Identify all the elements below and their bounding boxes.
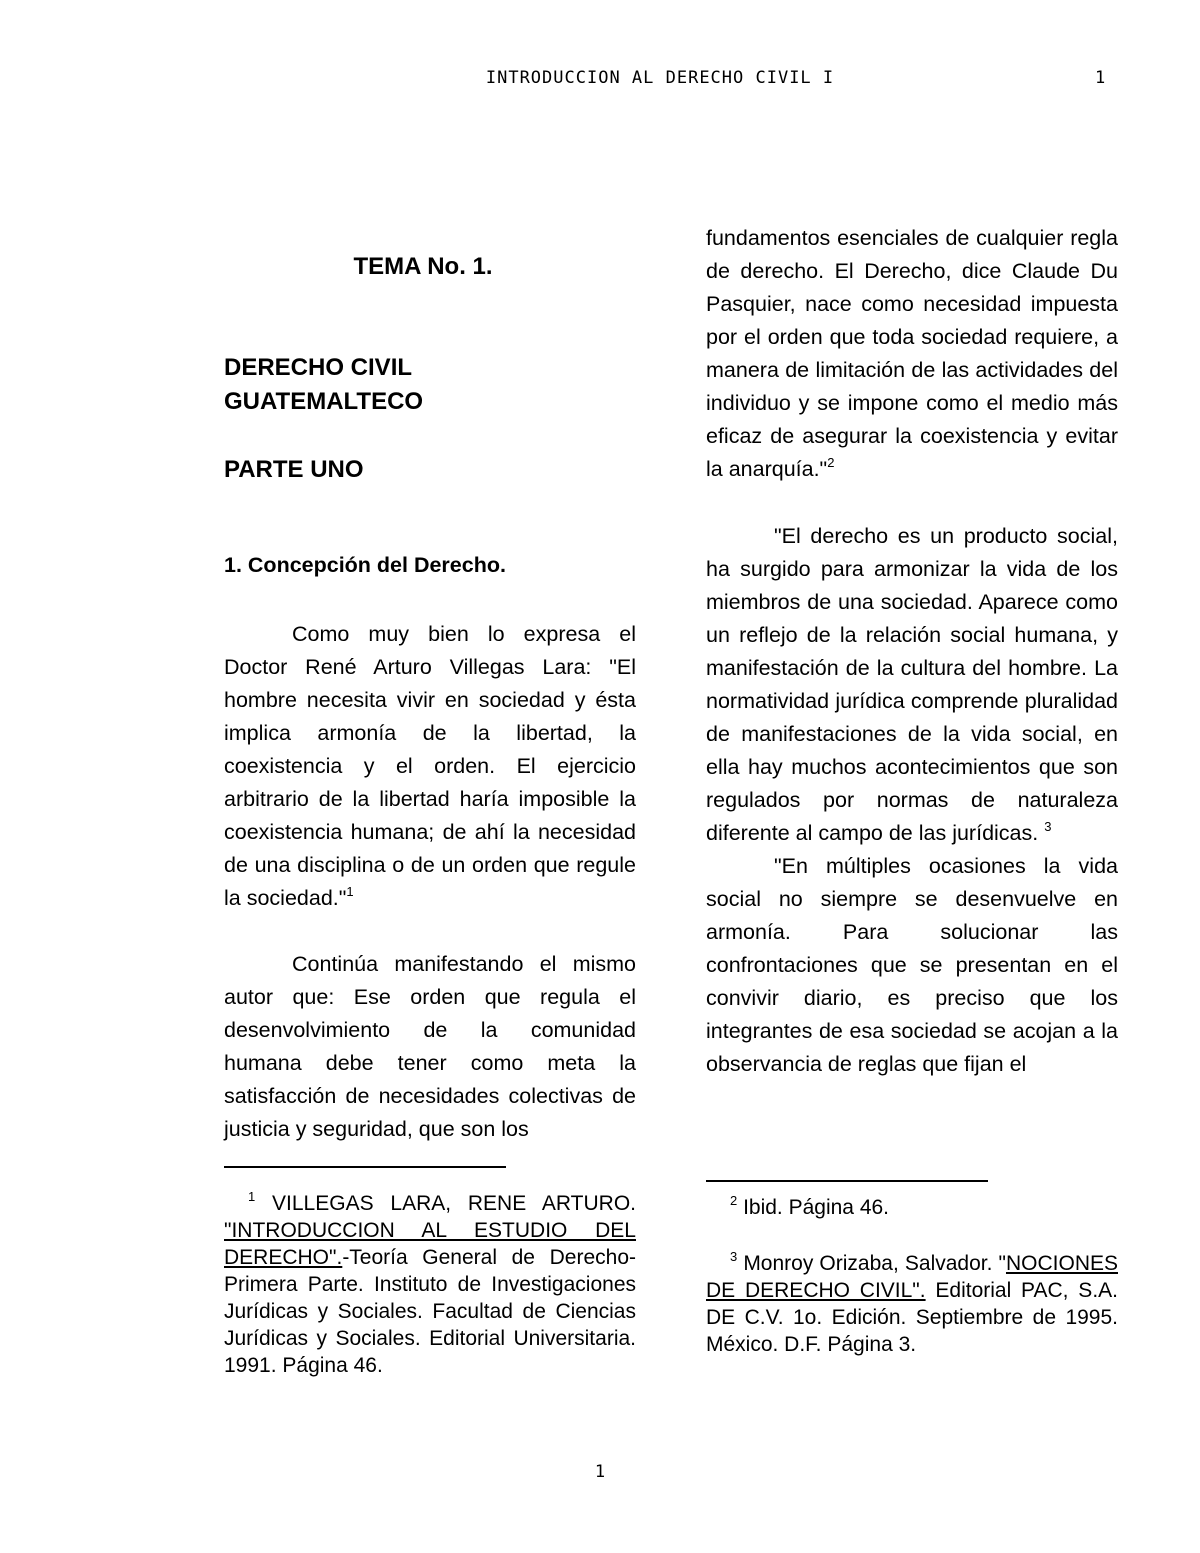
footnote-ref-3[interactable]: 3 [1044,819,1052,834]
footnote-ref-1[interactable]: 1 [346,884,354,899]
footnote-2-text: Ibid. Página 46. [737,1196,890,1219]
title-line-1: DERECHO CIVIL [224,354,413,381]
title-line-2: GUATEMALTECO [224,388,424,415]
footnote-3-title: NOCIONES DE DERECHO CIVIL". [706,1252,1118,1302]
footnote-2 [706,1194,1118,1221]
running-header: INTRODUCCION AL DERECHO CIVIL I [485,68,835,88]
section-heading: 1. Concepción del Derecho. [224,553,506,577]
right-paragraph-1-text: fundamentos esenciales de cualquier regla de derecho. El Derecho, dice Claude Du Pasquier, nace como necesidad impuesta por el orden que toda sociedad requiere, a manera de limitación de las actividades del individuo y se impone como el medio más eficaz de asegurar la coexistencia y evitar la anarquía." [706,226,1118,481]
footnote-1-mark: 1 [248,1189,256,1204]
left-paragraph-1 [224,618,636,915]
footnote-1-rest: -Teoría General de Derecho- Primera Parte. Instituto de Investigaciones Jurídicas y Sociales. Facultad de Ciencias Jurídicas y Sociales. Editorial Universitaria. 1991. Página 46. [224,1246,636,1377]
left-paragraph-2: Continúa manifestando el mismo autor que: Ese orden que regula el desenvolvimiento de la comunidad humana debe tener como meta la satisfacción de necesidades colectivas de justicia y seguridad, que son los [224,952,636,1141]
footnote-separator-left [224,1166,506,1168]
footnote-3-rest: Editorial PAC, S.A. DE C.V. 1o. Edición. Septiembre de 1995. México. D.F. Página 3. [706,1279,1118,1356]
footnote-ref-2[interactable]: 2 [827,455,835,470]
footnote-3-mark: 3 [730,1249,738,1264]
footnote-2-mark: 2 [730,1193,738,1208]
right-paragraph-2 [706,520,1118,850]
right-paragraph-1 [706,222,1118,486]
right-paragraph-3: "En múltiples ocasiones la vida social no siempre se desenvuelve en armonía. Para solucionar las confrontaciones que se presentan en el convivir diario, es preciso que los integrantes de esa sociedad se acojan a la observancia de reglas que fijan el [706,854,1118,1076]
footnote-separator-right [706,1180,988,1182]
right-column [706,222,1118,1081]
footnote-1-lead: VILLEGAS LARA, RENE ARTURO. [255,1192,636,1215]
footnote-3-lead: Monroy Orizaba, Salvador. " [737,1252,1006,1275]
tema-heading: TEMA No. 1. [353,253,493,280]
right-paragraph-2-text: "El derecho es un producto social, ha surgido para armonizar la vida de los miembros de una sociedad. Aparece como un reflejo de la relación social humana, y manifestación de la cultura del hombre. La normatividad jurídica comprende pluralidad de manifestaciones de la vida social, en ella hay muchos acontecimientos que son regulados por normas de naturaleza diferente al campo de las jurídicas. [706,524,1118,845]
footer-page-number: 1 [594,1462,606,1482]
footnote-1 [224,1190,636,1379]
left-paragraph-1-text: Como muy bien lo expresa el Doctor René Arturo Villegas Lara: "El hombre necesita vivir en sociedad y ésta implica armonía de la libertad, la coexistencia y el orden. El ejercicio arbitrario de la libertad haría imposible la coexistencia humana; de ahí la necesidad de una disciplina o de un orden que regule la sociedad." [224,622,636,910]
footnote-1-title: "INTRODUCCION AL ESTUDIO DEL DERECHO". [224,1219,636,1269]
left-column [224,250,636,1146]
footnote-3 [706,1250,1118,1358]
header-page-number: 1 [1095,68,1106,88]
parte-heading: PARTE UNO [224,456,364,483]
